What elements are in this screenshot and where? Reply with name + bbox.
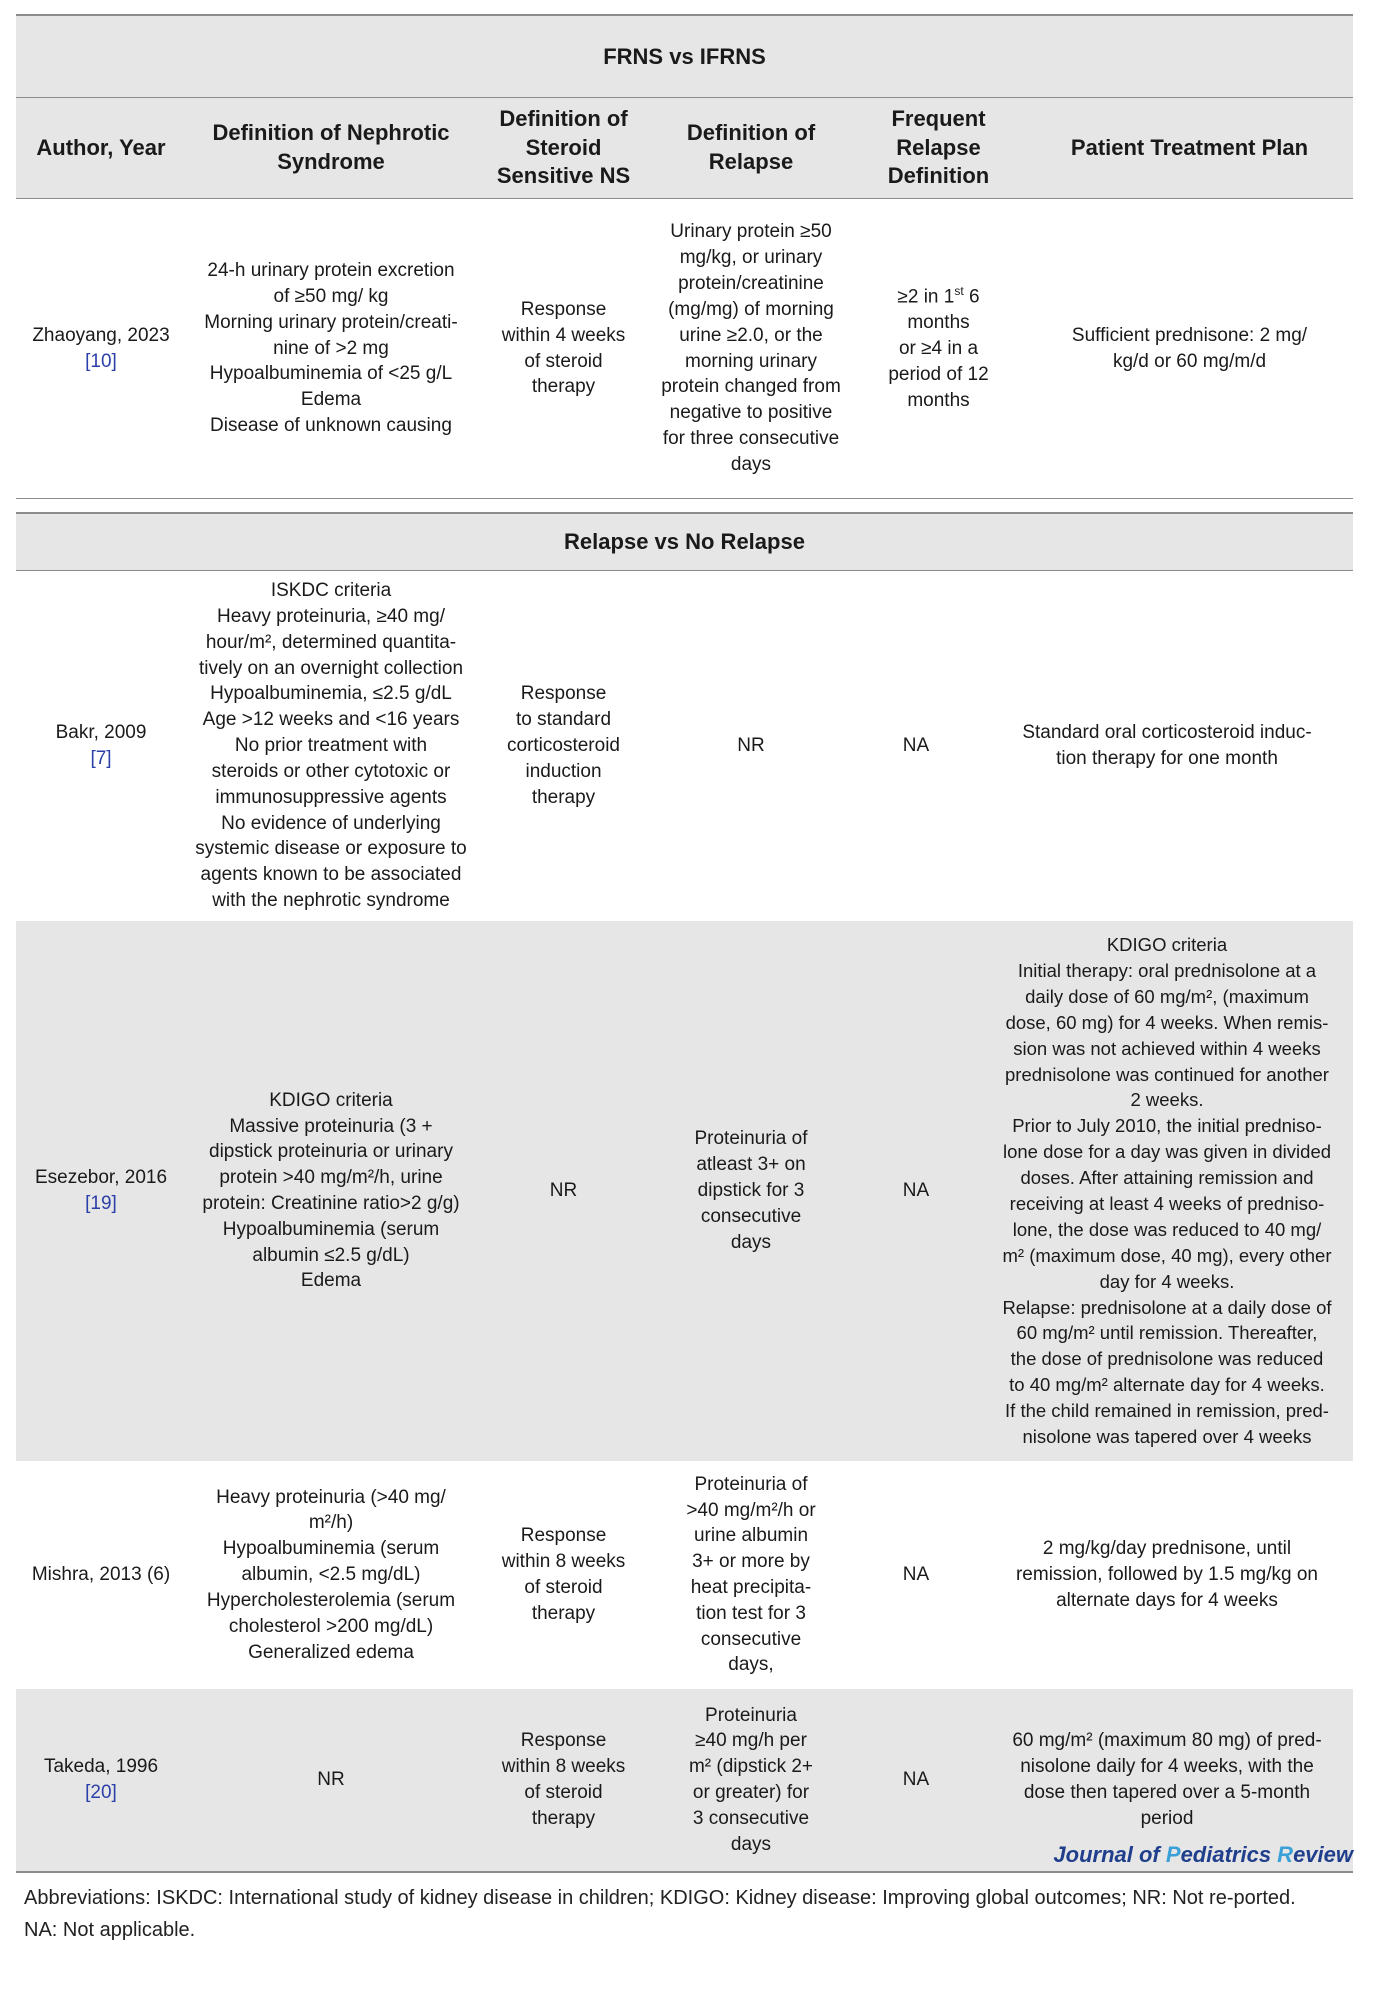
- cell-line: period of 12: [888, 364, 989, 386]
- cell-line: receiving at least 4 weeks of predniso-: [1009, 1193, 1325, 1214]
- cell-line: days,: [728, 1654, 774, 1676]
- cell-line: doses. After attaining remission and: [1020, 1167, 1314, 1189]
- relapse-cell: [651, 1689, 851, 1871]
- author-cell: [16, 1689, 186, 1871]
- plan-cell: [1026, 199, 1353, 498]
- cell-line: KDIGO criteria: [269, 1089, 393, 1111]
- cell-line: consecutive: [700, 1205, 802, 1227]
- frequent-cell: [851, 199, 1026, 498]
- reference-link[interactable]: [10]: [85, 350, 117, 372]
- table-row: [16, 199, 1353, 499]
- author-cell: [16, 921, 186, 1461]
- author-line: [56, 720, 147, 772]
- cell-line: Hypoalbuminemia (serum: [222, 1218, 440, 1240]
- cell-line: albumin ≤2.5 g/dL): [252, 1244, 410, 1266]
- cell-line: 2 weeks.: [1130, 1089, 1204, 1111]
- cell-line: 60 mg/m² (maximum 80 mg) of pred-: [1012, 1730, 1322, 1752]
- reference-link[interactable]: [7]: [90, 748, 112, 769]
- cell-line: m²/h): [308, 1512, 354, 1534]
- cell-line: KDIGO criteria: [1106, 934, 1228, 956]
- cell-line: dose then tapered over a 5-month: [1023, 1782, 1311, 1803]
- header-steroid-sensitive: Definition of Steroid Sensitive NS: [496, 106, 631, 189]
- cell-line: >40 mg/m²/h or: [686, 1499, 816, 1521]
- cell-line: of steroid: [524, 1577, 603, 1598]
- cell-line: consecutive: [700, 1628, 802, 1650]
- steroid-cell: [476, 921, 651, 1461]
- cell-line: Hypercholesterolemia (serum: [206, 1589, 456, 1611]
- cell-line: protein >40 mg/m²/h, urine: [219, 1167, 443, 1189]
- steroid-cell: [476, 1461, 651, 1689]
- cell-line: Age >12 weeks and <16 years: [202, 709, 460, 731]
- cell-line: Heavy proteinuria (>40 mg/: [216, 1486, 446, 1508]
- nephrotic-cell: [186, 921, 476, 1461]
- cell-line: days: [730, 453, 772, 475]
- cell-line: within 4 weeks: [501, 324, 626, 346]
- cell-line: months: [907, 389, 970, 411]
- cell-line: dose, 60 mg) for 4 weeks. When remis-: [1005, 1011, 1329, 1033]
- cell-line: Urinary protein ≥50: [670, 221, 832, 243]
- cell-line: (mg/mg) of morning: [668, 298, 834, 320]
- cell-line: urine albumin: [693, 1525, 809, 1547]
- cell-line: within 8 weeks: [501, 1756, 626, 1778]
- cell-line: Generalized edema: [248, 1641, 414, 1663]
- cell-line: sion was not achieved within 4 weeks: [1013, 1037, 1321, 1059]
- cell-line: or greater) for: [692, 1782, 810, 1803]
- cell-line: or ≥4 in a: [898, 338, 979, 360]
- cell-line: days: [730, 1833, 772, 1855]
- steroid-cell: [476, 571, 651, 921]
- cell-line: Response: [520, 298, 607, 320]
- cell-line: mg/kg, or urinary: [679, 247, 823, 269]
- journal-name-part: R: [1277, 1842, 1294, 1867]
- cell-line: NA: [902, 735, 930, 757]
- cell-line: daily dose of 60 mg/m², (maximum: [1025, 985, 1309, 1007]
- cell-line: urine ≥2.0, or the: [679, 324, 823, 346]
- cell-line: ≥2 in 1st 6: [897, 284, 980, 308]
- frequent-cell: [851, 921, 981, 1461]
- cell-line: of steroid: [524, 350, 603, 372]
- cell-line: NR: [737, 735, 765, 757]
- cell-line: induction: [525, 760, 602, 782]
- cell-line: Edema: [300, 1270, 362, 1292]
- journal-name-part: ediatrics: [1180, 1842, 1278, 1867]
- cell-line: m² (maximum dose, 40 mg), every other: [1002, 1244, 1332, 1266]
- cell-line: for three consecutive: [662, 427, 840, 449]
- cell-line: Initial therapy: oral prednisolone at a: [1017, 959, 1317, 981]
- cell-line: Edema: [300, 389, 362, 411]
- cell-line: the dose of prednisolone was reduced: [1010, 1348, 1324, 1370]
- cell-line: nisolone was tapered over 4 weeks: [1022, 1426, 1312, 1448]
- author-name: Esezebor, 2016: [34, 1167, 168, 1189]
- cell-line: tively on an overnight collection: [198, 657, 464, 679]
- cell-line: of ≥50 mg/ kg: [273, 285, 389, 307]
- section-title: FRNS vs IFRNS: [16, 14, 1353, 98]
- cell-line: therapy: [531, 1602, 596, 1624]
- cell-line: tion therapy for one month: [1056, 748, 1278, 769]
- cell-line: immunosuppressive agents: [215, 786, 447, 808]
- cell-line: Hypoalbuminemia (serum: [222, 1538, 440, 1560]
- cell-line: 3 consecutive: [692, 1807, 810, 1829]
- nephrotic-cell: [186, 571, 476, 921]
- cell-line: Sufficient prednisone: 2 mg/: [1071, 324, 1308, 346]
- table-row: [16, 571, 1353, 921]
- cell-line: dipstick proteinuria or urinary: [209, 1141, 453, 1163]
- cell-line: morning urinary: [685, 350, 817, 372]
- cell-line: months: [907, 312, 970, 334]
- cell-line: m² (dipstick 2+: [688, 1756, 814, 1778]
- cell-line: No prior treatment with: [234, 735, 428, 757]
- cell-line: If the child remained in remission, pred-: [1005, 1400, 1329, 1422]
- cell-line: days: [730, 1231, 772, 1253]
- cell-line: protein changed from: [661, 376, 841, 398]
- cell-line: hour/m², determined quantita-: [205, 631, 457, 653]
- steroid-cell: [476, 1689, 651, 1871]
- steroid-cell: [476, 199, 651, 498]
- frequent-cell: [851, 1461, 981, 1689]
- cell-line: with the nephrotic syndrome: [212, 890, 450, 912]
- cell-line: Disease of unknown causing: [210, 415, 452, 437]
- journal-name-part: P: [1165, 1842, 1181, 1867]
- author-cell: [16, 199, 186, 498]
- cell-line: NA: [902, 1180, 930, 1202]
- cell-line: Proteinuria of: [694, 1128, 808, 1150]
- cell-line: ≥40 mg/h per: [695, 1730, 807, 1752]
- cell-line: period: [1140, 1807, 1194, 1829]
- header-relapse-definition: Definition of Relapse: [686, 120, 816, 174]
- author-cell: [16, 571, 186, 921]
- cell-line: Hypoalbuminemia, ≤2.5 g/dL: [210, 683, 452, 705]
- relapse-cell: [651, 571, 851, 921]
- cell-line: Response: [520, 1730, 607, 1752]
- cell-line: NA: [902, 1564, 930, 1586]
- nephrotic-cell: [186, 1689, 476, 1871]
- cell-line: 2 mg/kg/day prednisone, until: [1042, 1538, 1292, 1560]
- cell-line: Prior to July 2010, the initial predniso-: [1012, 1115, 1322, 1137]
- cell-line: corticosteroid: [507, 735, 620, 757]
- author-cell: [16, 1461, 186, 1689]
- cell-line: atleast 3+ on: [696, 1154, 806, 1176]
- cell-line: 24-h urinary protein excretion: [207, 260, 455, 282]
- cell-line: tion test for 3: [696, 1602, 806, 1624]
- cell-line: to 40 mg/m² alternate day for 4 weeks.: [1009, 1374, 1325, 1396]
- author-name: Takeda, 1996: [43, 1756, 159, 1778]
- author-name: Mishra, 2013 (6): [31, 1564, 171, 1586]
- frequent-cell: [851, 1689, 981, 1871]
- cell-line: Hypoalbuminemia of <25 g/L: [209, 363, 453, 385]
- cell-line: 3+ or more by: [692, 1551, 810, 1573]
- cell-line: kg/d or 60 mg/m/d: [1112, 350, 1267, 372]
- table-header-row: [16, 98, 1353, 199]
- plan-cell: [981, 1461, 1353, 1689]
- table-row: [16, 921, 1353, 1461]
- cell-line: cholesterol >200 mg/dL): [228, 1615, 434, 1637]
- cell-line: within 8 weeks: [501, 1551, 626, 1573]
- journal-name-part: Journal of: [1053, 1842, 1166, 1867]
- reference-link[interactable]: [19]: [85, 1193, 117, 1214]
- nephrotic-cell: [186, 1461, 476, 1689]
- author-name: Bakr, 2009: [55, 722, 147, 744]
- cell-line: to standard: [515, 709, 612, 731]
- header-author-year: Author, Year: [36, 134, 166, 160]
- cell-line: protein: Creatinine ratio>2 g/g): [202, 1193, 460, 1214]
- cell-line: lone, the dose was reduced to 40 mg/: [1012, 1218, 1322, 1240]
- relapse-cell: [651, 1461, 851, 1689]
- header-frequent-relapse: Frequent Relapse Definition: [887, 106, 990, 189]
- cell-line: nisolone daily for 4 weeks, with the: [1020, 1756, 1314, 1778]
- relapse-cell: [651, 199, 851, 498]
- cell-line: No evidence of underlying: [221, 812, 441, 834]
- reference-link[interactable]: [20]: [85, 1782, 117, 1803]
- cell-line: agents known to be associated: [200, 864, 462, 886]
- section-title: Relapse vs No Relapse: [16, 512, 1353, 571]
- frequent-cell: [851, 571, 981, 921]
- cell-line: nine of >2 mg: [273, 337, 389, 359]
- cell-line: Proteinuria of: [694, 1473, 808, 1495]
- relapse-cell: [651, 921, 851, 1461]
- table-relapse-vs-no-relapse: [16, 512, 1353, 1873]
- plan-cell: [981, 921, 1353, 1461]
- cell-line: Response: [520, 683, 607, 705]
- cell-line: day for 4 weeks.: [1099, 1270, 1235, 1292]
- cell-line: therapy: [531, 1807, 596, 1829]
- header-treatment-plan: Patient Treatment Plan: [1070, 134, 1309, 160]
- author-name: Zhaoyang, 2023: [32, 324, 170, 346]
- cell-line: steroids or other cytotoxic or: [211, 760, 451, 782]
- cell-line: Proteinuria: [705, 1704, 797, 1726]
- cell-line: Massive proteinuria (3 +: [229, 1115, 433, 1137]
- cell-line: prednisolone was continued for another: [1005, 1063, 1329, 1085]
- cell-line: Relapse: prednisolone at a daily dose of: [1002, 1296, 1332, 1318]
- journal-name-part: eview: [1293, 1842, 1353, 1867]
- cell-line: lone dose for a day was given in divided: [1002, 1141, 1332, 1163]
- abbreviations-footnote: Abbreviations: ISKDC: International study of kidney disease in children; KDIGO: Kidney disease: Improving global outcomes; NR: Not re-ported. NA: Not applicable.: [24, 1887, 1296, 1941]
- cell-line: albumin, <2.5 mg/dL): [241, 1564, 421, 1586]
- cell-line: negative to positive: [669, 402, 833, 424]
- cell-line: Response: [520, 1525, 607, 1547]
- cell-line: of steroid: [524, 1782, 603, 1803]
- cell-line: alternate days for 4 weeks: [1056, 1589, 1278, 1611]
- cell-line: NA: [902, 1769, 930, 1791]
- nephrotic-cell: [186, 199, 476, 498]
- cell-line: remission, followed by 1.5 mg/kg on: [1015, 1564, 1319, 1586]
- cell-line: NR: [317, 1769, 345, 1791]
- cell-line: systemic disease or exposure to: [195, 838, 467, 860]
- cell-line: therapy: [531, 376, 596, 398]
- cell-line: NR: [549, 1180, 578, 1202]
- table-row: [16, 1461, 1353, 1689]
- cell-line: Morning urinary protein/creati-: [204, 311, 458, 333]
- plan-cell: [981, 571, 1353, 921]
- cell-line: protein/creatinine: [678, 273, 824, 295]
- cell-line: Standard oral corticosteroid induc-: [1022, 722, 1312, 744]
- cell-line: dipstick for 3: [697, 1180, 805, 1202]
- table-frns-vs-ifrns: [16, 14, 1353, 499]
- cell-line: heat precipita-: [690, 1577, 812, 1598]
- cell-line: ISKDC criteria: [270, 580, 392, 602]
- cell-line: therapy: [531, 786, 596, 808]
- cell-line: 60 mg/m² until remission. Thereafter,: [1016, 1322, 1318, 1344]
- journal-logo: [1053, 1842, 1353, 1868]
- header-nephrotic-definition: Definition of Nephrotic Syndrome: [212, 120, 450, 174]
- cell-line: Heavy proteinuria, ≥40 mg/: [217, 605, 445, 627]
